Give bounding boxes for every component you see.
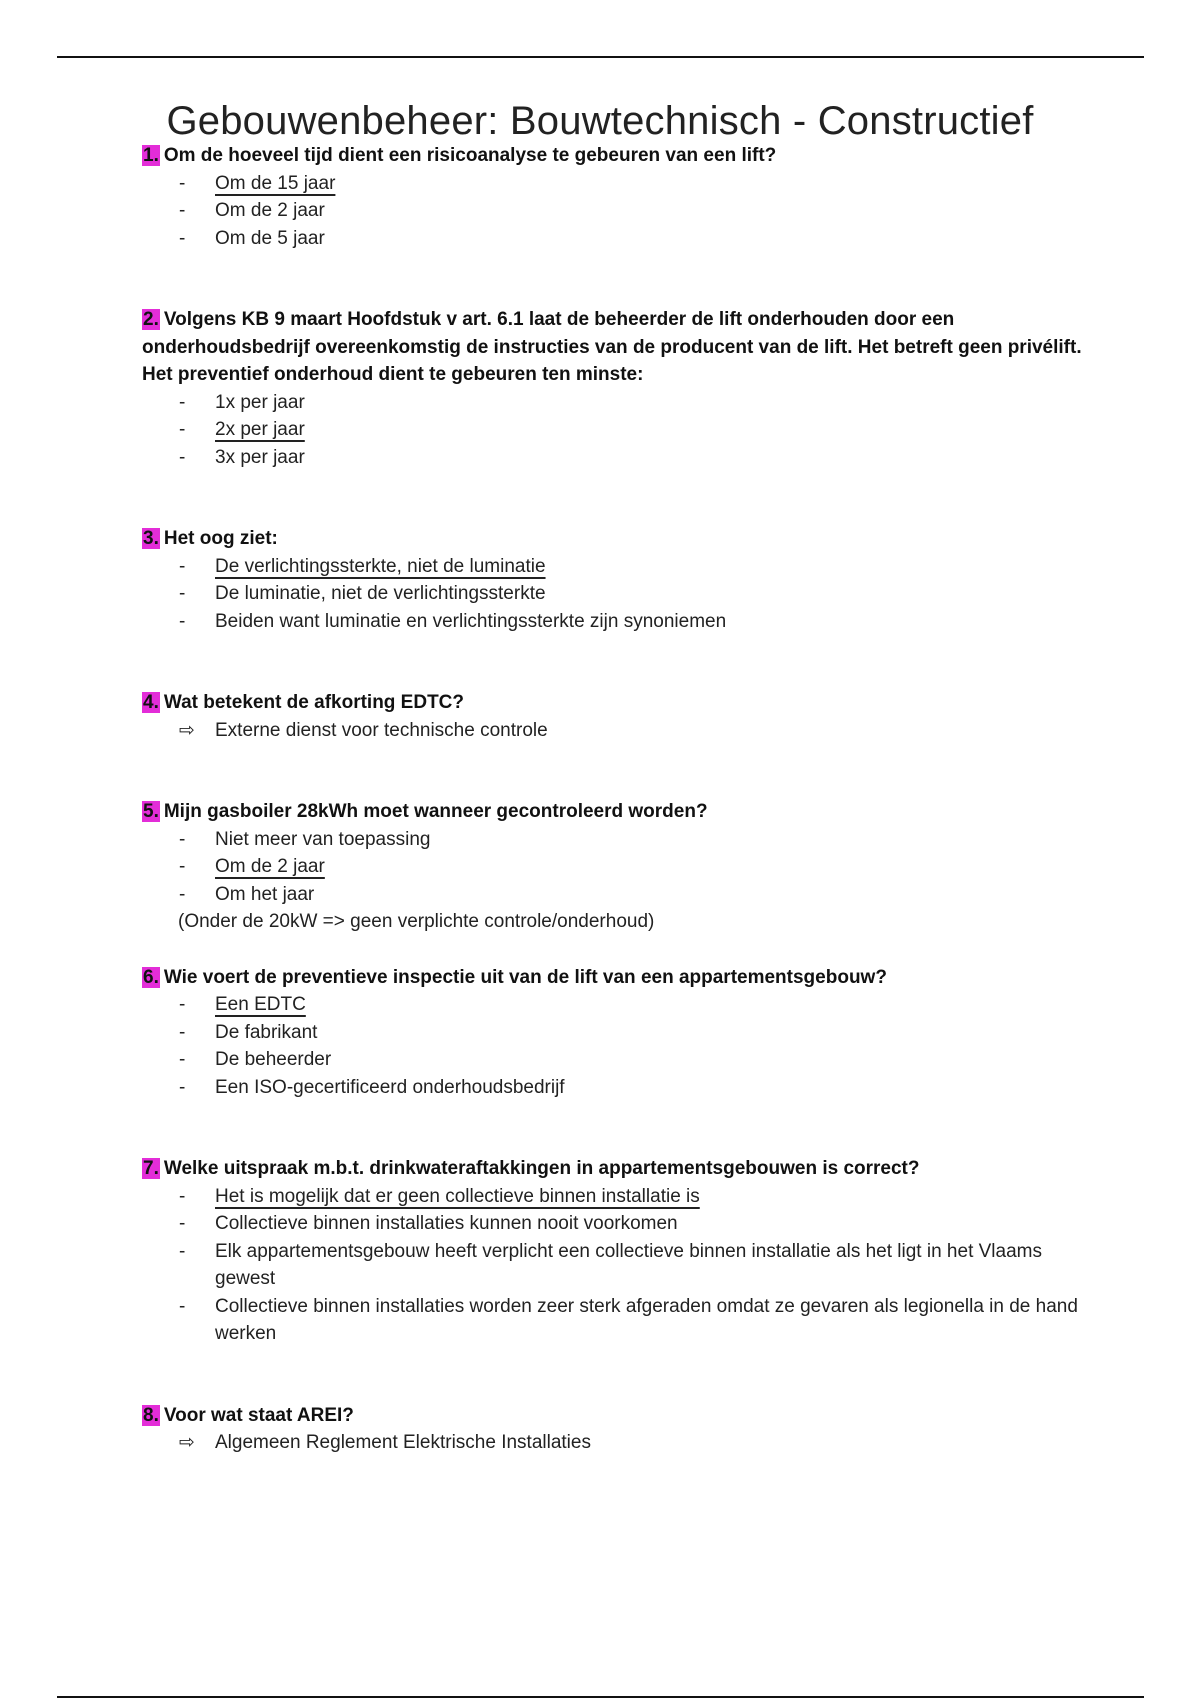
option-text-correct: Om de 15 jaar bbox=[215, 172, 336, 194]
question-text: Mijn gasboiler 28kWh moet wanneer gecontroleerd worden? bbox=[163, 801, 708, 822]
dash-bullet: - bbox=[179, 1076, 186, 1098]
dash-bullet: - bbox=[179, 994, 186, 1015]
option-text-correct: 2x per jaar bbox=[215, 419, 305, 440]
option-item bbox=[142, 389, 1082, 417]
option-text: 1x per jaar bbox=[215, 391, 305, 413]
question-heading bbox=[142, 142, 1082, 170]
option-text: Om de 5 jaar bbox=[215, 227, 325, 249]
question-number-highlight: 5. bbox=[143, 801, 159, 822]
dash-bullet: - bbox=[179, 1049, 186, 1070]
question-number-highlight: 2. bbox=[143, 309, 159, 330]
question-number-highlight: 3. bbox=[143, 528, 159, 549]
top-rule bbox=[57, 56, 1144, 58]
dash-bullet: - bbox=[179, 856, 186, 877]
option-text: Beiden want luminatie en verlichtingssterkte zijn synoniemen bbox=[215, 610, 727, 632]
question-6 bbox=[142, 964, 1082, 1102]
question-list bbox=[142, 142, 1082, 1457]
question-text: Welke uitspraak m.b.t. drinkwateraftakkingen in appartementsgebouwen is correct? bbox=[163, 1158, 920, 1179]
question-number-highlight: 6. bbox=[143, 966, 159, 988]
question-number-highlight: 7. bbox=[143, 1158, 159, 1179]
option-text: Elk appartementsgebouw heeft verplicht een collectieve binnen installatie als het ligt in het Vlaams gewest bbox=[215, 1240, 1042, 1289]
question-number-highlight: 4. bbox=[143, 692, 159, 713]
question-1 bbox=[142, 142, 1082, 252]
dash-bullet: - bbox=[179, 583, 186, 604]
question-heading bbox=[142, 964, 1082, 992]
option-text-correct: De verlichtingssterkte, niet de luminatie bbox=[215, 555, 546, 577]
options-list bbox=[142, 991, 1082, 1101]
option-text: Niet meer van toepassing bbox=[215, 828, 431, 850]
options-list bbox=[142, 170, 1082, 253]
answer-text: Algemeen Reglement Elektrische Installaties bbox=[215, 1432, 591, 1453]
dash-bullet: - bbox=[179, 1185, 186, 1207]
option-item bbox=[142, 1019, 1082, 1047]
question-heading bbox=[142, 1155, 1082, 1183]
dash-bullet: - bbox=[179, 610, 186, 632]
dash-bullet: - bbox=[179, 555, 186, 577]
question-7 bbox=[142, 1155, 1082, 1348]
option-item bbox=[142, 1238, 1082, 1293]
question-text: Volgens KB 9 maart Hoofdstuk v art. 6.1 laat de beheerder de lift onderhouden door een onderhoudsbedrijf overeenkomstig de instructies van de producent van de lift. Het betreft geen privélift. Het preventief onderhoud dient te gebeuren ten minste: bbox=[142, 309, 1082, 385]
option-item bbox=[142, 1293, 1082, 1348]
answer-list bbox=[142, 1429, 1082, 1457]
answer-list bbox=[142, 717, 1082, 745]
question-2 bbox=[142, 306, 1082, 471]
option-item bbox=[142, 826, 1082, 854]
option-item bbox=[142, 416, 1082, 444]
question-heading bbox=[142, 689, 1082, 717]
question-heading bbox=[142, 1402, 1082, 1430]
dash-bullet: - bbox=[179, 200, 186, 221]
answer-item bbox=[142, 717, 1082, 745]
dash-bullet: - bbox=[179, 227, 186, 249]
question-text: Wie voert de preventieve inspectie uit van de lift van een appartementsgebouw? bbox=[163, 966, 887, 988]
options-list bbox=[142, 826, 1082, 909]
option-text: Collectieve binnen installaties worden zeer sterk afgeraden omdat ze gevaren als legionella in de hand werken bbox=[215, 1295, 1078, 1344]
options-list bbox=[142, 553, 1082, 636]
note-text: (Onder de 20kW => geen verplichte controle/onderhoud) bbox=[178, 911, 655, 932]
question-text: Voor wat staat AREI? bbox=[163, 1404, 354, 1426]
option-item bbox=[142, 608, 1082, 636]
question-number-highlight: 8. bbox=[143, 1404, 159, 1426]
question-4 bbox=[142, 689, 1082, 744]
options-list bbox=[142, 389, 1082, 472]
page-title: Gebouwenbeheer: Bouwtechnisch - Constructief bbox=[166, 98, 1034, 143]
option-text: 3x per jaar bbox=[215, 446, 305, 468]
option-text-correct: Om de 2 jaar bbox=[215, 856, 325, 877]
option-text-correct: Het is mogelijk dat er geen collectieve binnen installatie is bbox=[215, 1185, 700, 1207]
option-item bbox=[142, 553, 1082, 581]
dash-bullet: - bbox=[179, 1213, 186, 1234]
option-text: De luminatie, niet de verlichtingssterkte bbox=[215, 583, 546, 604]
option-item bbox=[142, 1210, 1082, 1238]
option-text-correct: Een EDTC bbox=[215, 994, 306, 1015]
question-5 bbox=[142, 798, 1082, 936]
dash-bullet: - bbox=[179, 1295, 186, 1317]
question-text: Wat betekent de afkorting EDTC? bbox=[163, 692, 465, 713]
option-text: Een ISO-gecertificeerd onderhoudsbedrijf bbox=[215, 1076, 565, 1098]
question-3 bbox=[142, 525, 1082, 635]
dash-bullet: - bbox=[179, 828, 186, 850]
answer-item bbox=[142, 1429, 1082, 1457]
dash-bullet: - bbox=[179, 883, 186, 905]
question-heading bbox=[142, 306, 1082, 389]
option-item bbox=[142, 580, 1082, 608]
arrow-right-icon: ⇨ bbox=[179, 1432, 195, 1453]
option-item bbox=[142, 444, 1082, 472]
option-text: De fabrikant bbox=[215, 1021, 318, 1043]
option-text: Collectieve binnen installaties kunnen nooit voorkomen bbox=[215, 1213, 678, 1234]
dash-bullet: - bbox=[179, 1021, 186, 1043]
option-text: De beheerder bbox=[215, 1049, 332, 1070]
option-item bbox=[142, 197, 1082, 225]
question-heading bbox=[142, 525, 1082, 553]
question-number-highlight: 1. bbox=[143, 145, 159, 166]
question-text: Het oog ziet: bbox=[163, 528, 278, 549]
option-item bbox=[142, 881, 1082, 909]
option-text: Om het jaar bbox=[215, 883, 315, 905]
option-item bbox=[142, 1074, 1082, 1102]
option-item bbox=[142, 225, 1082, 253]
option-item bbox=[142, 1046, 1082, 1074]
answer-text: Externe dienst voor technische controle bbox=[215, 719, 548, 741]
option-item bbox=[142, 1183, 1082, 1211]
dash-bullet: - bbox=[179, 1240, 186, 1262]
bottom-rule bbox=[57, 1696, 1144, 1698]
question-8 bbox=[142, 1402, 1082, 1457]
arrow-right-icon: ⇨ bbox=[179, 719, 195, 741]
dash-bullet: - bbox=[179, 391, 186, 413]
dash-bullet: - bbox=[179, 419, 186, 440]
option-item bbox=[142, 853, 1082, 881]
question-heading bbox=[142, 798, 1082, 826]
question-text: Om de hoeveel tijd dient een risicoanalyse te gebeuren van een lift? bbox=[163, 145, 777, 166]
option-item bbox=[142, 170, 1082, 198]
dash-bullet: - bbox=[179, 172, 186, 194]
option-text: Om de 2 jaar bbox=[215, 200, 325, 221]
dash-bullet: - bbox=[179, 446, 186, 468]
options-list bbox=[142, 1183, 1082, 1348]
option-item bbox=[142, 991, 1082, 1019]
